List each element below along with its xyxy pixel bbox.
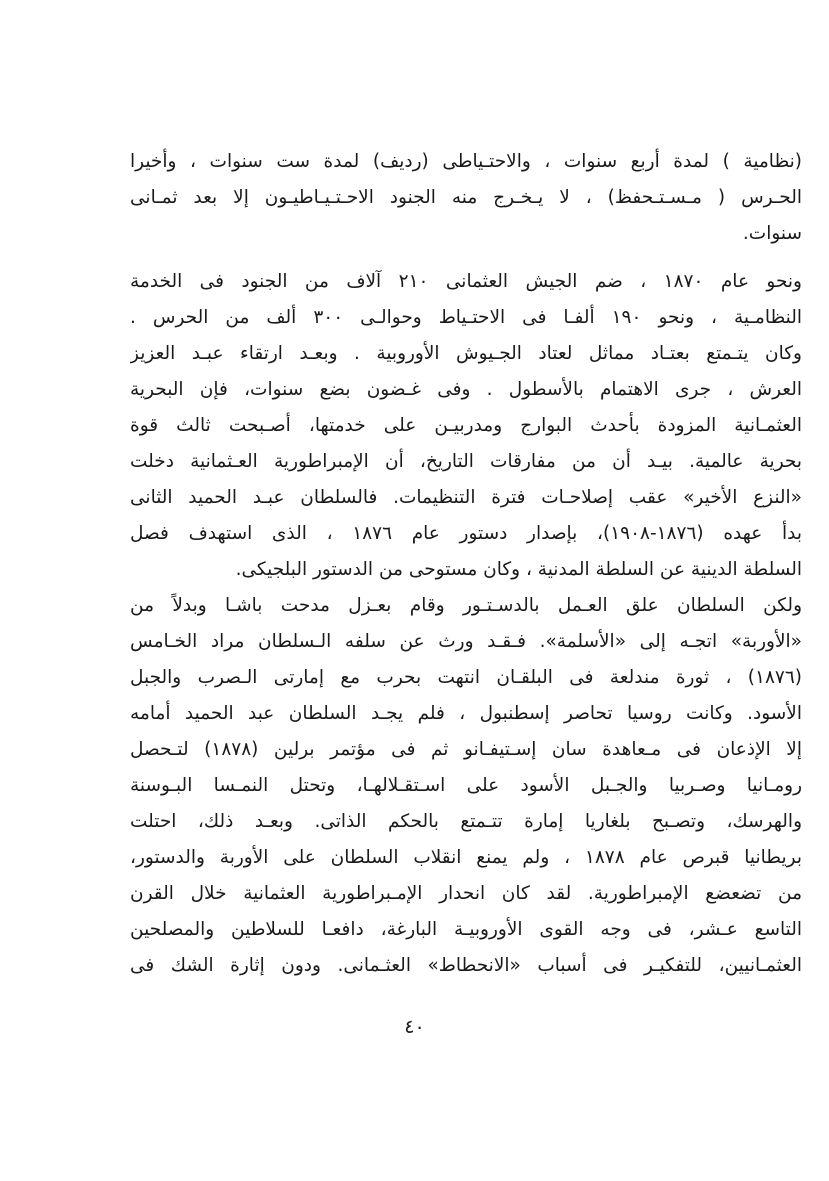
text-line: «الأوربة» اتجـه إلى «الأسلمة». فـقـد ورث عن سلفه الـسلطان مراد الخـامس [130,631,802,652]
text-line: الحـرس ( مـسـتـحفظ) ، لا يـخـرج منه الجنود الاحـتـيـاطيـون إلا بعد ثمـانى [130,187,802,208]
text-line: رومـانيا وصـربيا والجـبل الأسود على اسـتقـلالهـا، وتحتل النمـسا البـوسنة [130,775,802,796]
text-line: (١٨٧٦) ، ثورة مندلعة فى البلقـان انتهت بحرب مع إمارتى الـصرب والجبل [130,667,802,688]
text-line: العرش ، جرى الاهتمام بالأسطول . وفى غـضون بضع سنوات، فإن البحرية [130,379,802,400]
text-line: (نظامية ) لمدة أربع سنوات ، والاحتـياطى (رديف) لمدة ست سنوات ، وأخيرا [130,151,802,172]
text-line: التاسع عـشر، فى وجه القوى الأوروبيـة البارغة، دافعـا للسلاطين والمصلحين [130,919,802,940]
text-line: بحرية عالمية. بيـد أن من مفارقات التاريخ، أن الإمبراطورية العـثمانية دخلت [130,451,802,472]
text-line: النظامـية ، ونحو ١٩٠ ألفـا فى الاحتـياط وحوالـى ٣٠٠ ألف من الحرس . [130,307,802,328]
text-line: العثمـانيين، للتفكيـر فى أسباب «الانحطاط» العثـمانى. ودون إثارة الشك فى [130,955,802,976]
paragraph-3 [130,588,802,984]
page-number: ٤٠ [404,1016,425,1038]
text-line: بدأ عهده (١٨٧٦-١٩٠٨)، بإصدار دستور عام ١٨٧٦ ، الذى استهدف فصل [130,523,802,544]
text-line: ولكن السلطان علق العـمل بالدسـتـور وقام بعـزل مدحت باشـا وبدلاً من [130,595,802,616]
text-line: والهرسك، وتصـبح بلغاريا إمارة تتـمتع بالحكم الذاتى. وبعـد ذلك، احتلت [130,811,802,832]
paragraph-1 [130,144,802,252]
text-line: العثمـانية المزودة بأحدث البوارج ومدربيـن على خدمتها، أصـبحت ثالث قوة [130,415,802,436]
text-line: الأسود. وكانت روسيا تحاصر إسطنبول ، فلم يجـد السلطان عبد الحميد أمامه [130,703,802,724]
text-line: إلا الإذعان فى مـعاهدة سان إسـتيفـانو ثم فى مؤتمر برلين (١٨٧٨) لتـحصل [130,739,802,760]
text-line: ونحو عام ١٨٧٠ ، ضم الجيش العثمانى ٢١٠ آلاف من الجنود فى الخدمة [130,271,802,292]
text-line: «النزع الأخير» عقب إصلاحـات فترة التنظيمات. فالسلطان عبـد الحميد الثانى [130,487,802,508]
text-line: من تضعضع الإمبراطورية. لقد كان انحدار الإمـبراطورية العثمانية خلال القرن [130,883,802,904]
text-line: سنوات. [742,223,802,244]
text-line: السلطة الدينية عن السلطة المدنية ، وكان مستوحى من الدستور البلجيكى. [235,559,802,580]
text-line: وكان يتـمتع بعتـاد مماثل لعتاد الجـيوش الأوروبية . وبعـد ارتقاء عبـد العزيز [130,343,802,364]
text-line: بريطانيا قبرص عام ١٨٧٨ ، ولم يمنع انقلاب السلطان على الأوربة والدستور، [130,847,802,868]
paragraph-2 [130,264,802,588]
